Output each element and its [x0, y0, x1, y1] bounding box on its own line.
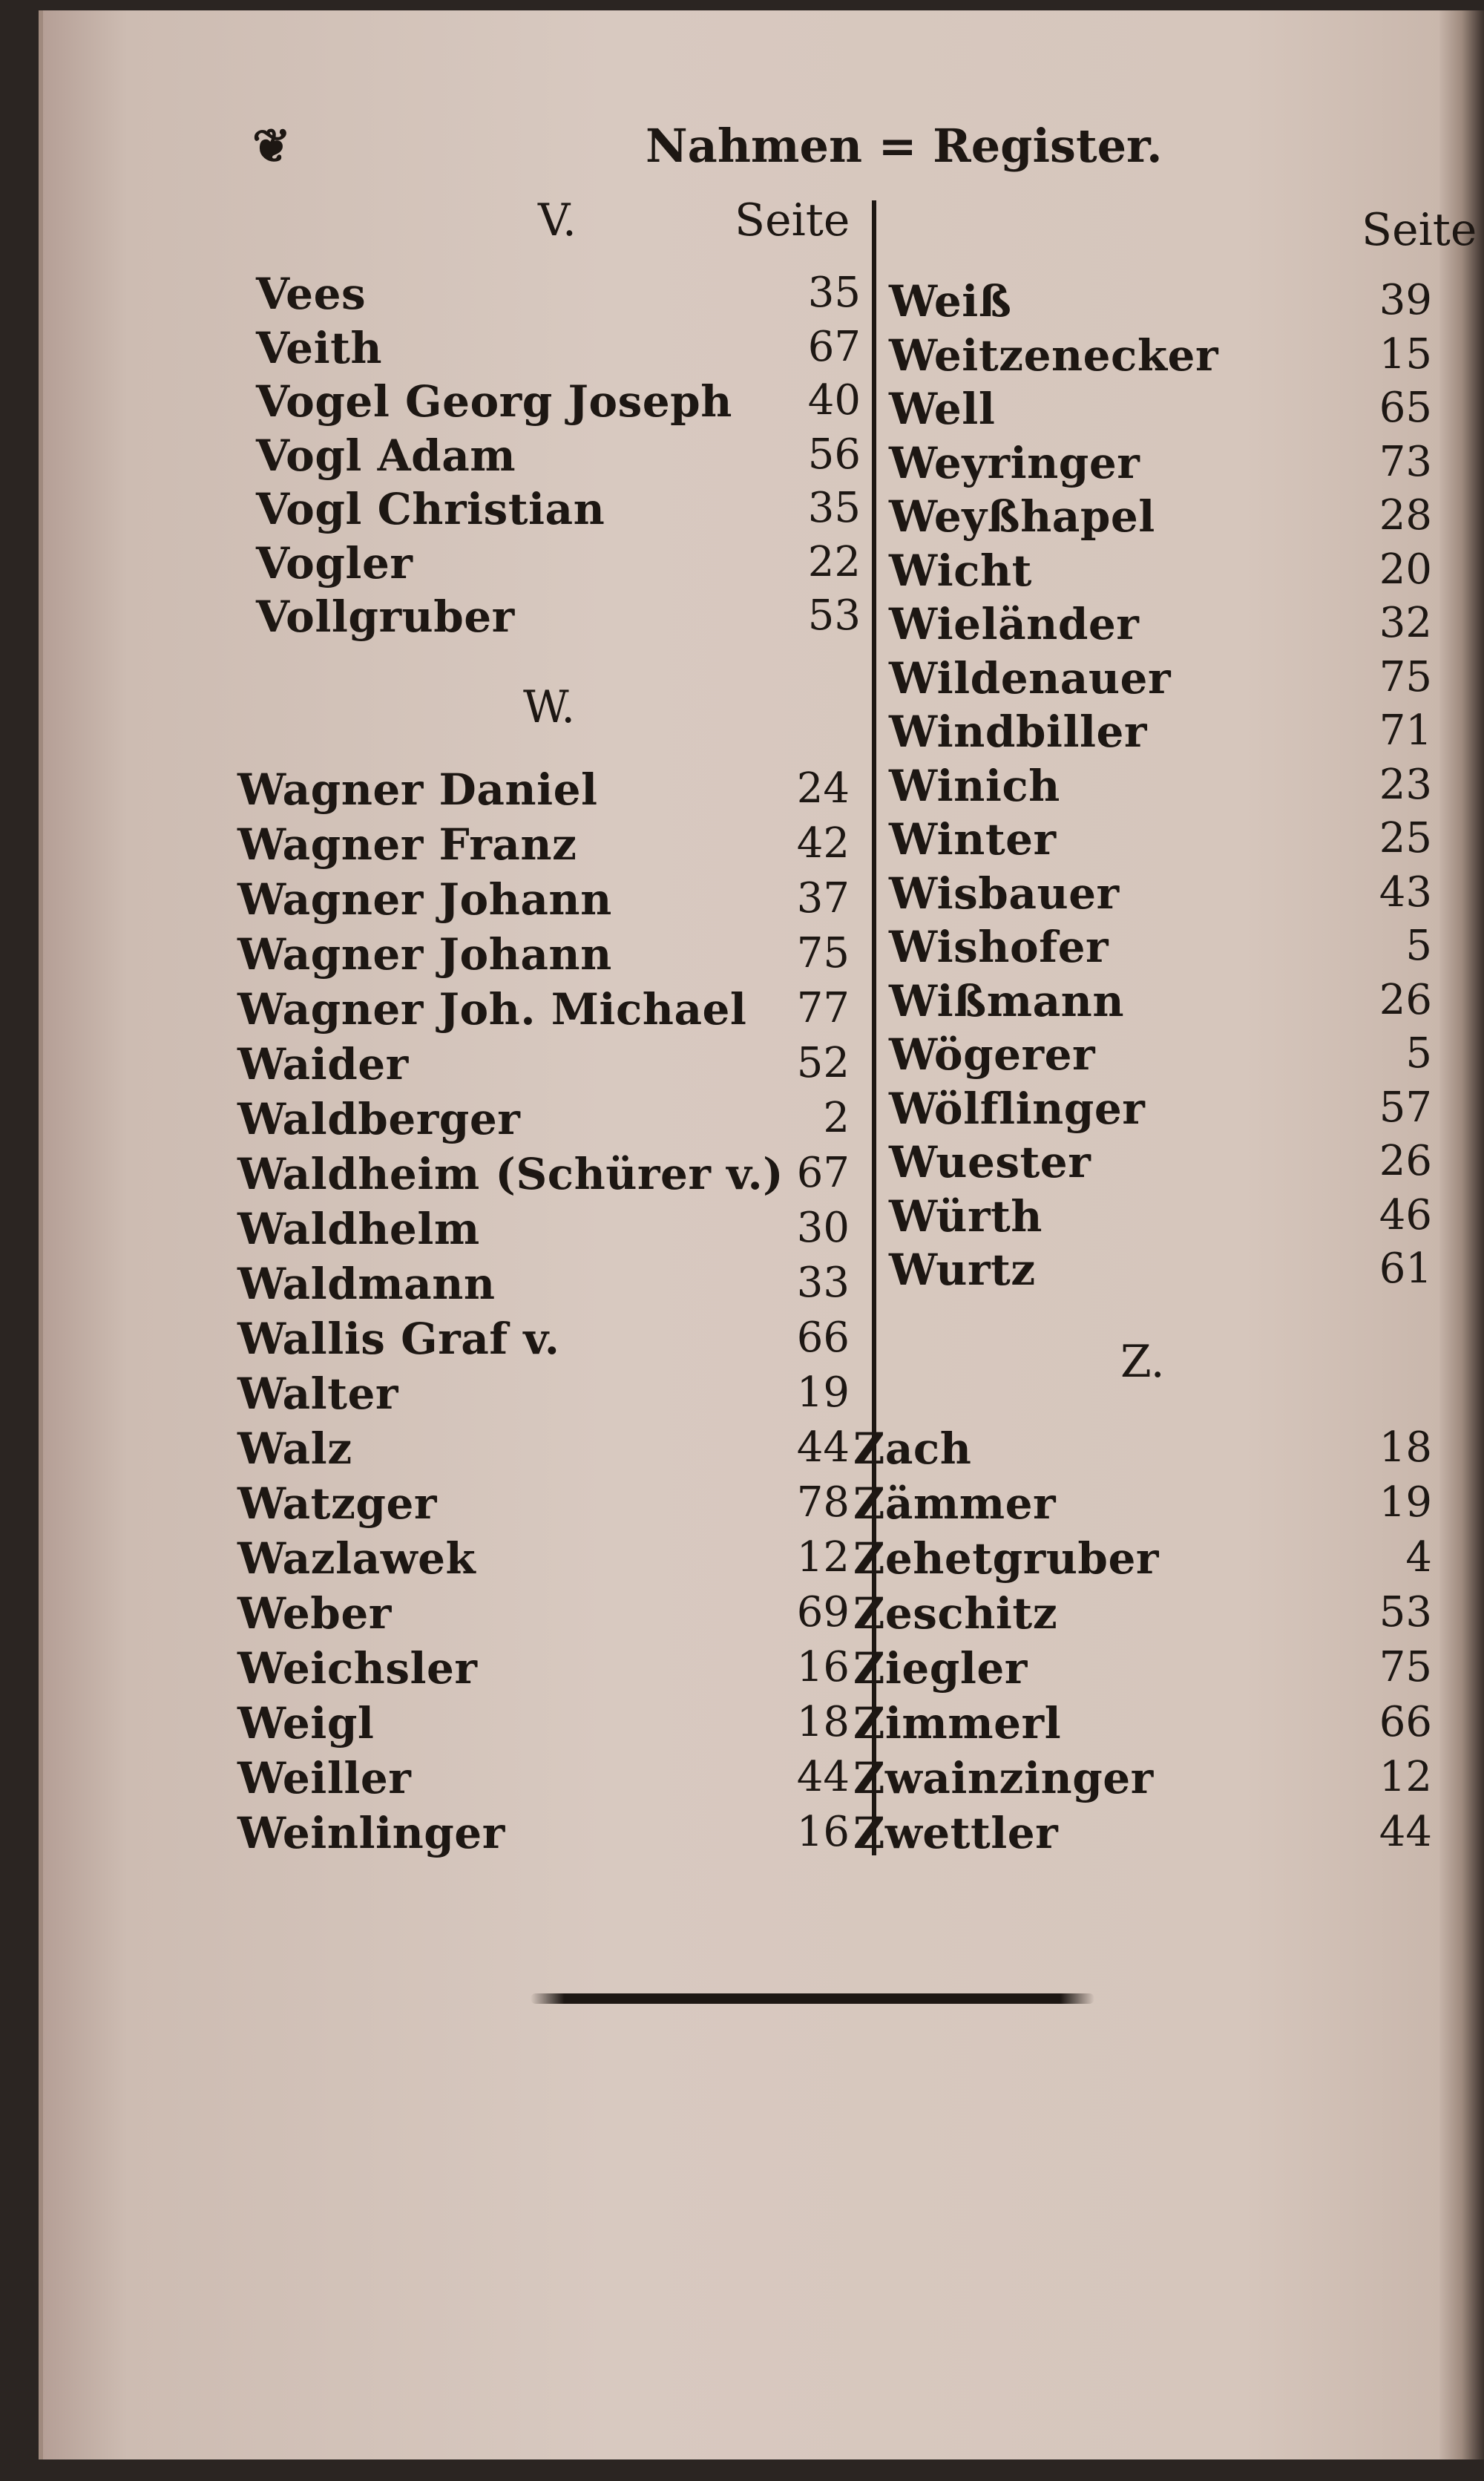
- index-entry-name: Zämmer: [853, 1478, 1057, 1529]
- index-entry-name: Wazlawek: [237, 1533, 476, 1584]
- index-entry-name: Waldhelm: [237, 1204, 480, 1254]
- index-entry-name: Winter: [889, 814, 1057, 865]
- index-entry-name: Würth: [889, 1190, 1043, 1242]
- index-entry-page: 53: [1379, 1588, 1432, 1636]
- index-entry-name: Vogl Christian: [256, 484, 605, 534]
- index-entry-name: Wögerer: [889, 1029, 1096, 1080]
- index-entry-name: Windbiller: [889, 707, 1147, 757]
- index-entry-name: Waider: [237, 1039, 409, 1089]
- index-entry-page: 67: [796, 1149, 850, 1197]
- index-entry-name: Winich: [889, 760, 1060, 811]
- index-entry-page: 26: [1379, 1137, 1432, 1185]
- index-entry-page: 35: [807, 484, 861, 532]
- index-entry-name: Zwettler: [853, 1808, 1059, 1858]
- index-entry-page: 4: [1405, 1533, 1432, 1582]
- index-entry-name: Weyringer: [889, 437, 1140, 488]
- left-seite-label: Seite: [735, 194, 850, 246]
- index-entry-name: Vees: [256, 269, 367, 319]
- index-entry-name: Wißmann: [889, 975, 1125, 1026]
- index-entry-name: Wölflinger: [889, 1083, 1146, 1134]
- index-entry-name: Wurtz: [889, 1245, 1036, 1295]
- index-entry-name: Ziegler: [853, 1643, 1028, 1694]
- index-entry-name: Wallis Graf v.: [237, 1314, 560, 1364]
- index-entry-page: 57: [1379, 1083, 1432, 1132]
- index-entry-page: 52: [796, 1039, 850, 1087]
- index-entry-page: 2: [823, 1094, 850, 1142]
- index-entry-name: Walz: [237, 1423, 352, 1474]
- index-entry-page: 44: [796, 1423, 850, 1472]
- index-entry-page: 73: [1379, 437, 1432, 486]
- index-entry-name: Waldberger: [237, 1094, 521, 1144]
- index-entry-name: Vogl Adam: [256, 430, 516, 481]
- index-entry-name: Veith: [256, 322, 383, 373]
- index-entry-page: 5: [1405, 922, 1432, 970]
- index-entry-page: 18: [796, 1698, 850, 1746]
- index-entry-page: 18: [1379, 1423, 1432, 1472]
- letter-heading-z: Z.: [1120, 1336, 1165, 1388]
- letter-heading-w: W.: [523, 681, 576, 733]
- closing-rule: [531, 1993, 1094, 2004]
- index-entry-name: Wagner Joh. Michael: [237, 984, 747, 1035]
- index-entry-name: Zehetgruber: [853, 1533, 1159, 1584]
- index-entry-page: 44: [1379, 1808, 1432, 1856]
- index-entry-name: Wagner Johann: [237, 929, 612, 980]
- index-entry-name: Well: [889, 384, 996, 434]
- index-entry-name: Waldheim (Schürer v.): [237, 1149, 784, 1199]
- index-entry-page: 19: [796, 1369, 850, 1417]
- index-entry-page: 53: [807, 591, 861, 640]
- index-entry-name: Zwainzinger: [853, 1753, 1154, 1803]
- index-entry-page: 46: [1379, 1190, 1432, 1239]
- index-entry-page: 25: [1379, 814, 1432, 862]
- index-entry-page: 75: [1379, 1643, 1432, 1691]
- index-entry-page: 5: [1405, 1029, 1432, 1078]
- index-entry-page: 20: [1379, 545, 1432, 594]
- index-entry-page: 28: [1379, 491, 1432, 540]
- index-entry-name: Wisbauer: [889, 868, 1120, 919]
- index-entry-name: Weichsler: [237, 1643, 478, 1694]
- index-entry-page: 19: [1379, 1478, 1432, 1527]
- index-entry-page: 66: [796, 1314, 850, 1362]
- index-entry-page: 15: [1379, 330, 1432, 378]
- letter-heading-v: V.: [538, 194, 577, 246]
- index-entry-page: 71: [1379, 707, 1432, 755]
- index-entry-name: Vollgruber: [256, 591, 515, 642]
- index-entry-name: Weinlinger: [237, 1808, 505, 1858]
- index-entry-page: 23: [1379, 760, 1432, 809]
- index-entry-page: 16: [796, 1808, 850, 1856]
- index-entry-name: Weber: [237, 1588, 392, 1639]
- index-entry-page: 66: [1379, 1698, 1432, 1746]
- index-entry-page: 16: [796, 1643, 850, 1691]
- index-entry-page: 69: [796, 1588, 850, 1636]
- index-entry-page: 32: [1379, 599, 1432, 647]
- index-entry-page: 24: [796, 764, 850, 813]
- index-entry-name: Vogel Georg Joseph: [256, 376, 732, 427]
- index-entry-name: Wuester: [889, 1137, 1091, 1187]
- index-entry-page: 35: [807, 269, 861, 317]
- index-entry-name: Wieländer: [889, 599, 1140, 649]
- index-entry-name: Zeschitz: [853, 1588, 1058, 1639]
- index-entry-page: 44: [796, 1753, 850, 1801]
- index-entry-name: Weyßhapel: [889, 491, 1155, 542]
- index-entry-page: 61: [1379, 1245, 1432, 1293]
- index-entry-name: Vogler: [256, 537, 413, 589]
- index-entry-page: 43: [1379, 868, 1432, 917]
- right-seite-label: Seite: [1362, 204, 1477, 256]
- index-entry-page: 75: [796, 929, 850, 977]
- page-edge: [1439, 10, 1484, 2459]
- index-entry-page: 22: [807, 537, 861, 586]
- index-entry-name: Wagner Franz: [237, 819, 577, 870]
- index-entry-page: 77: [796, 984, 850, 1032]
- index-entry-page: 78: [796, 1478, 850, 1527]
- index-entry-name: Weiller: [237, 1753, 412, 1803]
- index-entry-name: Wildenauer: [889, 652, 1172, 704]
- index-entry-name: Watzger: [237, 1478, 437, 1529]
- index-entry-page: 39: [1379, 276, 1432, 324]
- index-entry-name: Waldmann: [237, 1259, 496, 1309]
- page-title: Nahmen = Register.: [646, 119, 1163, 173]
- index-entry-page: 56: [807, 430, 861, 479]
- index-entry-name: Wicht: [889, 545, 1032, 596]
- index-entry-name: Walter: [237, 1369, 398, 1419]
- index-entry-page: 67: [807, 322, 861, 371]
- index-entry-name: Weiß: [889, 276, 1012, 327]
- index-entry-name: Zach: [853, 1423, 972, 1474]
- index-entry-name: Zimmerl: [853, 1698, 1062, 1749]
- index-entry-page: 12: [1379, 1753, 1432, 1801]
- index-entry-name: Wagner Daniel: [237, 764, 598, 815]
- index-entry-page: 12: [796, 1533, 850, 1582]
- index-entry-page: 30: [796, 1204, 850, 1252]
- index-entry-page: 37: [796, 874, 850, 922]
- index-entry-name: Weigl: [237, 1698, 375, 1749]
- index-entry-name: Wagner Johann: [237, 874, 612, 925]
- index-entry-page: 26: [1379, 975, 1432, 1024]
- index-entry-page: 65: [1379, 384, 1432, 432]
- index-entry-name: Weitzenecker: [889, 330, 1219, 381]
- index-entry-page: 42: [796, 819, 850, 868]
- index-entry-page: 75: [1379, 652, 1432, 701]
- index-entry-name: Wishofer: [889, 922, 1109, 972]
- index-entry-page: 40: [807, 376, 861, 425]
- ornament-icon: ❦: [252, 119, 291, 173]
- index-entry-page: 33: [796, 1259, 850, 1307]
